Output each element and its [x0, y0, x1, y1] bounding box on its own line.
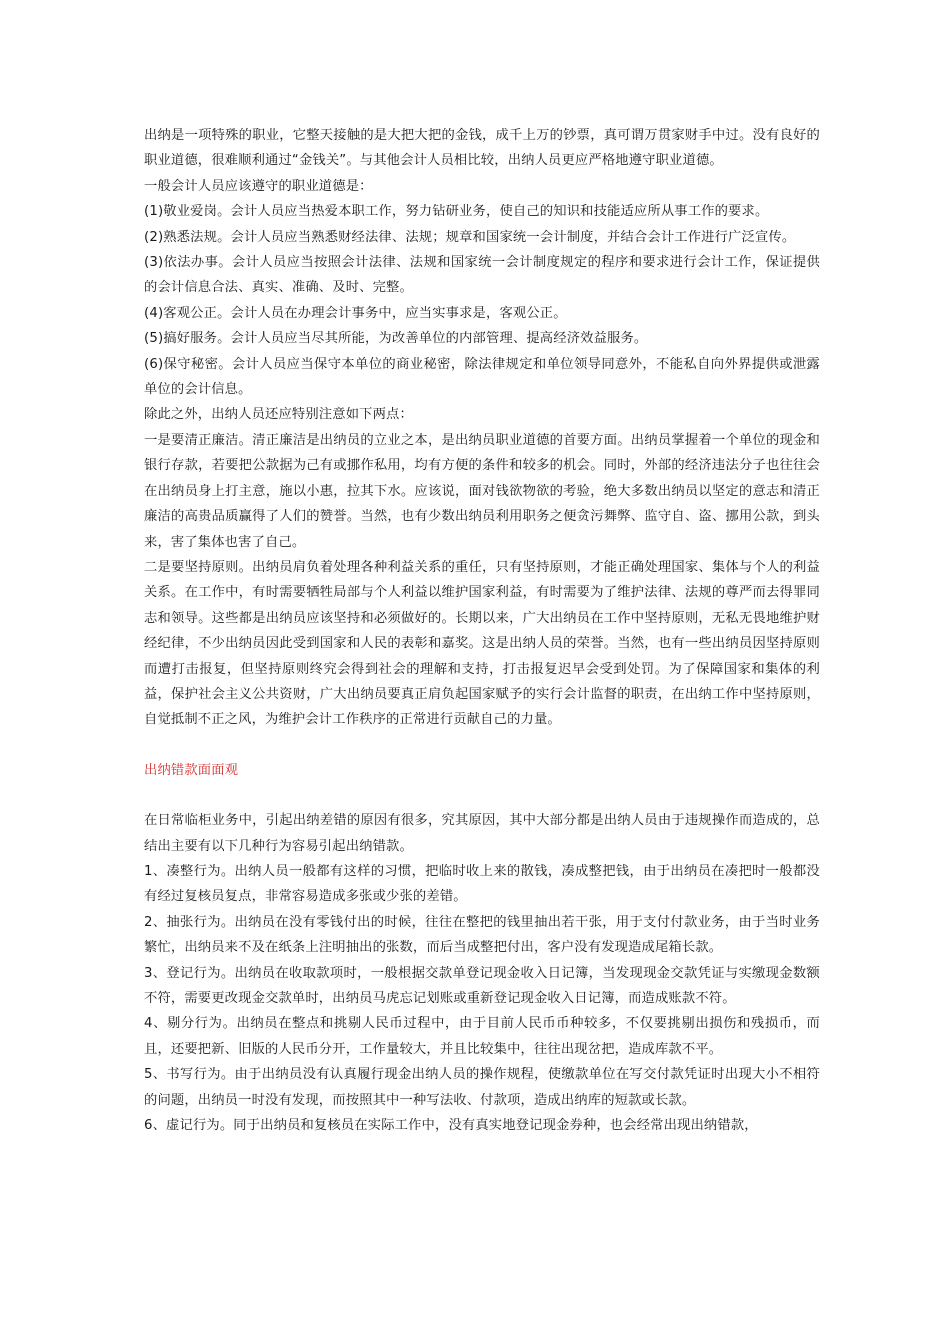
document-page [144, 123, 820, 1138]
cashier-point-principle: 二是要坚持原则。出纳员肩负着处理各种利益关系的重任，只有坚持原则，才能正确处理国家、集体与个人的利益关系。在工作中，有时需要牺牲局部与个人利益以维护国家利益，有时需要为了维护法律、法规的尊严而去得罪同志和领导。这些都是出纳员应该坚持和必须做好的。长期以来，广大出纳员在工作中坚持原则，无私无畏地维护财经纪律，不少出纳员因此受到国家和人民的表彰和嘉奖。这是出纳人员的荣誉。当然，也有一些出纳员因坚持原则而遭打击报复，但坚持原则终究会得到社会的理解和支持，打击报复迟早会受到处罚。为了保障国家和集体的利益，保护社会主义公共资财，广大出纳员要真正肩负起国家赋予的实行会计监督的职责，在出纳工作中坚持原则，自觉抵制不正之风，为维护会计工作秩序的正常进行贡献自己的力量。 [144, 559, 820, 728]
error-item-5: 5、书写行为。由于出纳员没有认真履行现金出纳人员的操作规程，使缴款单位在写交付款凭证时出现大小不相符的问题，出纳员一时没有发现，而按照其中一种写法收、付款项，造成出纳库的短款或长款。 [144, 1067, 820, 1108]
intro-paragraph: 出纳是一项特殊的职业，它整天接触的是大把大把的金钱，成千上万的钞票，真可谓万贯家财手中过。没有良好的职业道德，很难顺利通过“金钱关”。与其他会计人员相比较，出纳人员更应严格地遵守职业道德。 [144, 128, 820, 169]
cashier-point-integrity: 一是要清正廉洁。清正廉洁是出纳员的立业之本，是出纳员职业道德的首要方面。出纳员掌握着一个单位的现金和银行存款，若要把公款据为己有或挪作私用，均有方便的条件和较多的机会。同时，外部的经济违法分子也往往会在出纳员身上打主意，施以小惠，拉其下水。应该说，面对钱欲物欲的考验，绝大多数出纳员以坚定的意志和清正廉洁的高贵品质赢得了人们的赞誉。当然，也有少数出纳员利用职务之便贪污舞弊、监守自、盗、挪用公款，到头来，害了集体也害了自己。 [144, 432, 820, 550]
ethics-item-5: (5)搞好服务。会计人员应当尽其所能，为改善单位的内部管理、提高经济效益服务。 [144, 331, 648, 347]
ethics-item-2: (2)熟悉法规。会计人员应当熟悉财经法律、法规；规章和国家统一会计制度，并结合会计工作进行广泛宣传。 [144, 229, 796, 245]
error-item-1: 1、凑整行为。出纳人员一般都有这样的习惯，把临时收上来的散钱，凑成整把钱，由于出纳员在凑把时一般都没有经过复核员复点，非常容易造成多张或少张的差错。 [144, 863, 820, 905]
section-heading: 出纳错款面面观 [144, 762, 239, 778]
ethics-item-6: (6)保守秘密。会计人员应当保守本单位的商业秘密，除法律规定和单位领导同意外，不能私自向外界提供或泄露单位的会计信息。 [144, 356, 820, 398]
ethics-list-intro: 一般会计人员应该遵守的职业道德是： [144, 178, 373, 194]
error-item-6: 6、虚记行为。同于出纳员和复核员在实际工作中，没有真实地登记现金券种，也会经常出现出纳错款， [144, 1118, 758, 1134]
ethics-item-3: (3)依法办事。会计人员应当按照会计法律、法规和国家统一会计制度规定的程序和要求进行会计工作，保证提供的会计信息合法、真实、准确、及时、完整。 [144, 255, 820, 296]
cashier-points-intro: 除此之外，出纳人员还应特别注意如下两点： [144, 407, 413, 423]
ethics-item-4: (4)客观公正。会计人员在办理会计事务中，应当实事求是，客观公正。 [144, 305, 567, 321]
ethics-item-1: (1)敬业爱岗。会计人员应当热爱本职工作，努力钻研业务，使自己的知识和技能适应所从事工作的要求。 [144, 204, 769, 220]
error-item-4: 4、剔分行为。出纳员在整点和挑剔人民币过程中，由于目前人民币币种较多，不仅要挑剔出损伤和残损币，而且，还要把新、旧版的人民币分开，工作量较大，并且比较集中，往往出现岔把，造成库款不平。 [144, 1016, 820, 1057]
error-item-2: 2、抽张行为。出纳员在没有零钱付出的时候，往往在整把的钱里抽出若干张，用于支付付款业务，由于当时业务繁忙，出纳员来不及在纸条上注明抽出的张数，而后当成整把付出，客户没有发现造成尾箱长款。 [144, 914, 820, 956]
errors-intro: 在日常临柜业务中，引起出纳差错的原因有很多，究其原因，其中大部分都是出纳人员由于违规操作而造成的，总结出主要有以下几种行为容易引起出纳错款。 [144, 813, 820, 854]
error-item-3: 3、登记行为。出纳员在收取款项时，一般根据交款单登记现金收入日记簿，当发现现金交款凭证与实缴现金数额不符，需要更改现金交款单时，出纳员马虎忘记划账或重新登记现金收入日记簿，而造成账款不符。 [144, 965, 820, 1006]
